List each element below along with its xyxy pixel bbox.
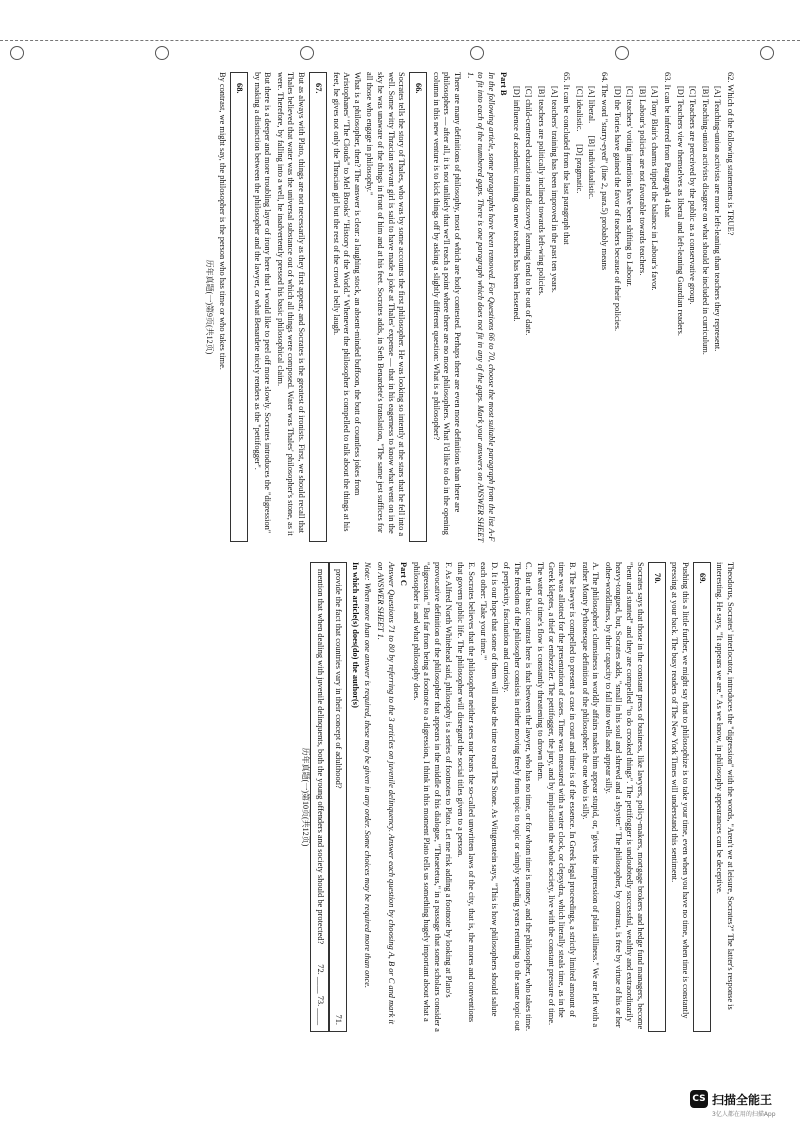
option: [B] Teaching-union activists disagree on what should be included in curriculum. <box>700 86 710 355</box>
binder-strip <box>0 0 800 62</box>
exam-page-9 <box>75 72 735 542</box>
binder-hole <box>615 46 629 60</box>
option: [B] individualistic. <box>587 135 597 200</box>
option: [D] Teachers view themselves as liberal and left-leaning Guardian readers. <box>675 86 685 336</box>
option: [D] pragmatic. <box>574 144 584 194</box>
option-f: F. As Alfred North Whitehead said, philosophy is a series of footnotes to Plato. Let me risk adding a footnote by looking at Plato's provocative definition of the philosopher that appears in the middle of his dialogue, "Theaetetus," in a passage that some scholars consider a "digression." But far from being a footnote to a digression, I think in this moment Plato tells us something hugely important about what a philosopher is and what philosophy does. <box>411 562 453 1032</box>
option: [C] idealistic. <box>574 86 584 132</box>
answer-row-72-73: mention that when dealing with juvenile delinquents, both the young offenders and society should be protected? 72. ____ 73. ____ <box>310 562 329 1032</box>
gap-67: 67. <box>309 72 327 542</box>
answer-blank-71[interactable]: 71. <box>334 1014 344 1025</box>
app-name: 扫描全能王 <box>712 1093 773 1107</box>
gap-66: 66. <box>409 72 427 542</box>
paragraph: Socrates says that those in the constant press of business, like lawyers, policy-makers, mortgage brokers and hedge fund managers, become "bent and stunted" and they are compelled "to do crooked things". The pettifogger is undoubtedly successful, wealthy and extraordinarily heavy-tongued, but, Socrates adds, "small in his soul and shrewd and a shyster." The philosopher, by contrast, is free by virtue of his or her other-worldliness, by their capacity to fall into wells and appear silly. <box>603 562 645 1030</box>
option: [B] teachers are politically inclined towards left-wing policies. <box>537 86 547 296</box>
option-e: E. Socrates believes that the philosopher neither sees nor hears the so-called unwritten laws of the city, that is, the mores and conventions that govern public life. The philosopher will disregard the social titles given to a person. <box>456 562 476 1023</box>
question-62: 62. Which of the following statements is TRUE? <box>726 72 735 236</box>
paragraph: There are many definitions of philosophy, most of which are hotly contested. Perhaps there are even more definitions than there are philosophers — after all, it is not unlikely that we'll reach a point where there are no more philosophers. What I'd like to do in the opening column in this new venture is to kick things off by asking a slightly different question: What is a philosopher? <box>431 72 462 535</box>
paragraph: Socrates tells the story of Thales, who was by some accounts the first philosopher. He was looking so intently at the stars that he fell into a well. Some witty Thracian servant girl is said to have made a joke at Thales' expense — that in his eagerness to know what went on in the sky he was unaware of the things in front of him and at his feet. Socrates adds, in Seth Benardete's translation, "The same jest suffices for all those who engage in philosophy." <box>365 72 407 537</box>
exam-page-10 <box>85 562 735 1032</box>
binder-hole <box>155 46 169 60</box>
option: [C] child-centered education and discovery learning tend to be out of date. <box>524 86 534 336</box>
camscanner-watermark <box>690 1088 790 1124</box>
paragraph: By contrast, we might say, the philosopher is the person who has time or who takes time. <box>218 72 228 370</box>
page-footer: 历年真题(一)第10页(共12页) <box>301 747 310 847</box>
part-b-directions: In the following article, some paragraphs have been removed. For Questions 66 to 70, choose the most suitable paragraph from the list A-F to fit into each of the numbered gaps. There is one paragraph which does not fit in any of the gaps. Mark your answers on ANSWER SHEET 1. <box>465 72 496 542</box>
gap-69: 69. <box>693 562 711 1032</box>
answer-row-text: provide the fact that countries vary in their concept of adulthood? <box>334 569 344 789</box>
binder-hole <box>760 46 774 60</box>
gap-70: 70. <box>648 562 666 1032</box>
option: [A] liberal. <box>587 86 597 124</box>
paragraph: But there is a deeper and more troubling layer of irony here that I would like to peel off more slowly. Socrates introduces the "digression" by making a distinction between the philosopher and the lawyer, or what Benardete nicely renders as the "pettifogger". <box>252 72 273 534</box>
part-c-question: In which article(s) does(do) the author(s) <box>350 562 360 708</box>
option-c: C. But the basic contrast here is that between the lawyer, who has no time, or for whom time is money, and the philosopher, who takes time. The freedom of the philosopher consists in either moving freely from topic to topic or simply spending years returning to the same topic out of perplexity, fascination and curiosity. <box>502 562 533 1032</box>
question-64: 64. The word "starry-eyed" (line 2, para.5) probably means <box>600 72 610 271</box>
question-65: 65. It can be concluded from the last paragraph that <box>562 72 572 245</box>
paragraph: What is a philosopher, then? The answer is clear: a laughing stock, an absent-minded buffoon, the butt of countless jokes from Aristophanes' "The Clouds" to Mel Brooks' "History of the World." Whenever the philosopher is compelled to talk about the things at his feet, he gives not only the Thracian girl but the rest of the crowd a belly laugh. <box>331 72 362 532</box>
binder-hole <box>470 46 484 60</box>
paragraph: But as always with Plato, things are not necessarily as they first appear, and Socrates is the greatest of ironists. First, we should recall that Thales believed that water was the universal substance out of which all things were composed. Water was Thales' philosopher's stone, as it were. Therefore, by falling into a well, he inadvertently pressed his basic philosophical claim. <box>275 72 306 536</box>
part-c-note: Note: When more than one answer is required, these may be given in any order. Some choices may be required more than once. <box>363 562 373 989</box>
part-c-title: Part C <box>399 562 409 586</box>
option: [A] Tony Blair's charms tipped the balance in Labour's favor. <box>650 86 660 291</box>
binder-hole <box>10 46 24 60</box>
answer-blank-73[interactable]: 73. <box>315 995 325 1007</box>
option-d: D. It is our hope that some of them will make the time to read The Stone. As Wittgenstein says, "This is how philosophers should salute each other: 'Take your time.'" <box>479 562 499 1017</box>
option: [D] influence of academic training on new teachers has been lessened. <box>511 86 521 322</box>
answer-row-text: mention that when dealing with juvenile delinquents, both the young offenders and society should be protected? <box>315 569 325 945</box>
option: [B] Labour's policies are not favorable towards teachers. <box>637 86 647 276</box>
option: [A] Teaching-union activists are more left-leaning than teachers they represent. <box>713 86 723 352</box>
app-tagline: 3亿人都在用的扫描App <box>712 1111 776 1118</box>
option: [A] teachers' training has been improved in the past ten years. <box>549 86 559 293</box>
option: [D] the Tories have gained the favor of teachers because of their policies. <box>612 86 622 332</box>
binder-hole <box>300 46 314 60</box>
binding-line <box>0 40 800 41</box>
option: [C] teachers' voting intentions have been shifting to Labour. <box>625 86 635 287</box>
cs-logo-icon: CS <box>690 1090 708 1108</box>
part-c-directions: Answer Questions 71 to 80 by referring to the 3 articles on juvenile delinquency. Answer each question by choosing A, B or C and mark it on ANSWER SHEET 1. <box>375 562 396 1025</box>
page-footer: 历年真题(一)第9页(共12页) <box>205 259 215 355</box>
paragraph: Theodorus, Socrates' interlocutor, introduces the "digression" with the words, "Aren't we at leisure, Socrates?" The latter's response is interesting. He says, "It appears we are." As we know, in philosophy appearances can be deceptive. <box>715 562 735 1010</box>
answer-row-71 <box>329 562 348 1032</box>
question-63: 63. It can be inferred from Paragraph 4 that <box>663 72 673 218</box>
part-b-title: Part B <box>499 72 509 96</box>
option: [C] Teachers are perceived by the public as a conservative group. <box>688 86 698 305</box>
option-a: A. The philosopher's clumsiness in worldly affairs makes him appear stupid, or, "gives the impression of plain silliness." We are left with a rather Monty Pythonesque definition of the philosopher: the one who is silly. <box>580 562 601 1028</box>
option-b: B. The lawyer is compelled to present a case in court and time is of the essence. In Greek legal proceedings, a strictly limited amount of time was allotted for the presentation of cases. Time was measured with a water clock, or clepsydra, which literally steals time, as in the Greek kleptes, a thief or embezzler. The pettifogger, the jury, and by implication the whole society, live with the constant pressure of time. The water of time's flow is constantly threatening to drown them. <box>536 562 578 1026</box>
paragraph: Pushing this a little further, we might say that to philosophize is to take your time, even when you have no time, when time is constantly pressing at your back. The busy readers of The New York Times will understand this sentiment. <box>670 562 690 1019</box>
gap-68: 68. <box>230 72 248 542</box>
answer-blank-72[interactable]: 72. <box>315 964 325 975</box>
